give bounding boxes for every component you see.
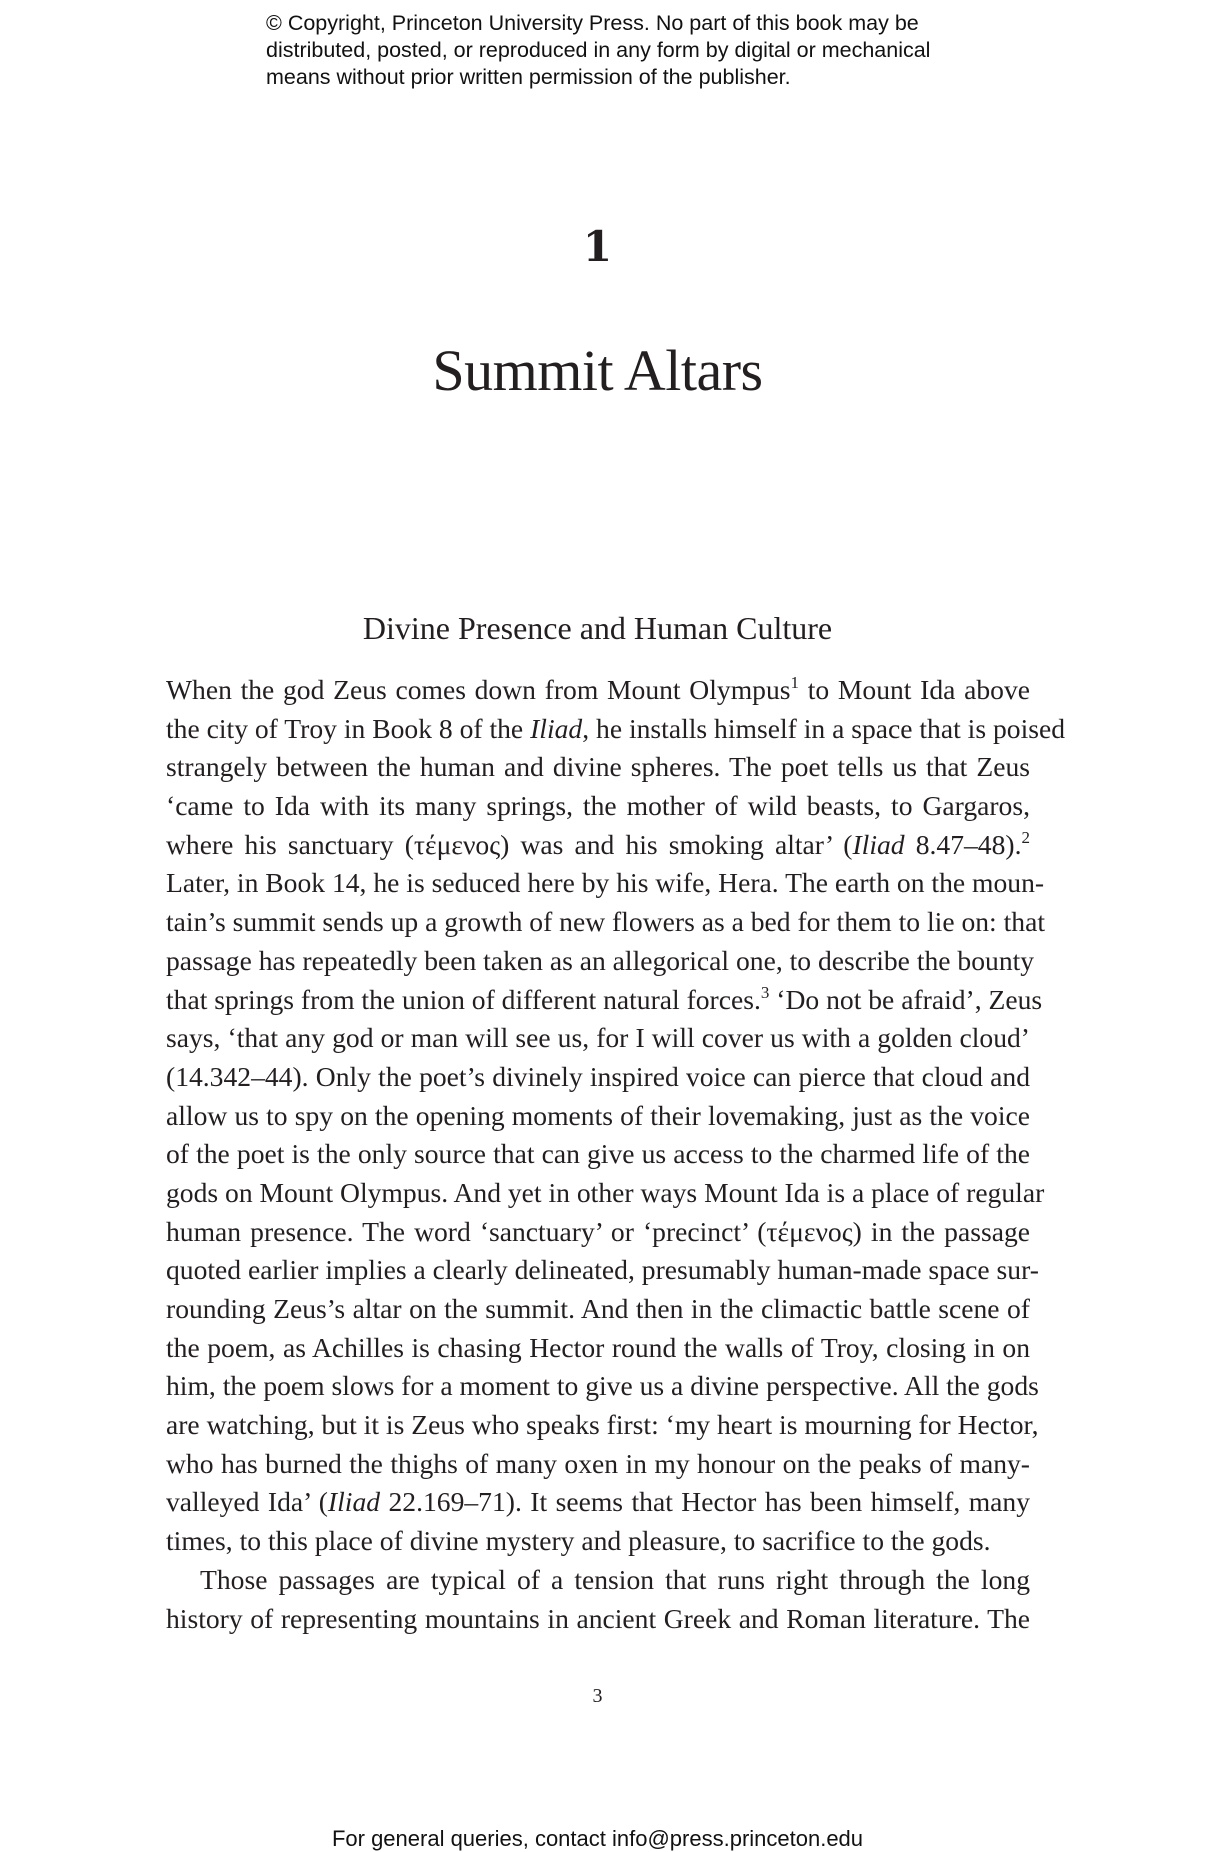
body-line: times, to this place of divine mystery and pleasure, to sacrifice to the gods. (166, 1525, 991, 1557)
body-line: of the poet is the only source that can give us access to the charmed life of the (166, 1138, 1030, 1170)
body-line: are watching, but it is Zeus who speaks first: ‘my heart is mourning for Hector, (166, 1409, 1039, 1441)
section-heading: Divine Presence and Human Culture (362, 610, 833, 646)
body-line: ‘came to Ida with its many springs, the mother of wild beasts, to Gargaros, (166, 790, 1030, 822)
body-line: says, ‘that any god or man will see us, for I will cover us with a golden cloud’ (166, 1022, 1030, 1054)
footer-contact: For general queries, contact info@press.princeton.edu (331, 1826, 864, 1851)
body-line: strangely between the human and divine spheres. The poet tells us that Zeus (166, 751, 1030, 783)
body-line: tain’s summit sends up a growth of new flowers as a bed for them to lie on: that (166, 906, 1045, 938)
copyright-line-1: © Copyright, Princeton University Press. No part of this book may be (266, 11, 919, 35)
body-line: where his sanctuary (τέμενος) was and his smoking altar’ (Iliad 8.47–48).$^2$ (166, 827, 1030, 860)
copyright-notice (266, 10, 986, 91)
body-line: rounding Zeus’s altar on the summit. And then in the climactic battle scene of (166, 1293, 1030, 1324)
body-line: history of representing mountains in ancient Greek and Roman literature. The (166, 1602, 1030, 1634)
chapter-title: Summit Altars (432, 338, 763, 403)
body-line: valleyed Ida’ (Iliad 22.169–71). It seems that Hector has been himself, many (166, 1486, 1030, 1518)
body-line: gods on Mount Olympus. And yet in other ways Mount Ida is a place of regular (166, 1176, 1045, 1208)
body-line: Later, in Book 14, he is seduced here by his wife, Hera. The earth on the moun- (166, 867, 1045, 899)
footnote-ref[interactable]: 2 (1021, 827, 1030, 847)
body-line: Those passages are typical of a tension that runs right through the long (200, 1563, 1030, 1595)
footnote-ref[interactable]: 1 (790, 673, 799, 692)
body-line: the city of Troy in Book 8 of the Iliad, he installs himself in a space that is poised (166, 712, 1066, 744)
body-line: who has burned the thighs of many oxen in my honour on the peaks of many- (166, 1447, 1030, 1479)
body-line: him, the poem slows for a moment to give us a divine perspective. All the gods (166, 1370, 1039, 1402)
chapter-number: 1 (582, 222, 613, 271)
copyright-line-2: distributed, posted, or reproduced in any form by digital or mechanical (266, 38, 931, 62)
body-line: passage has repeatedly been taken as an allegorical one, to describe the bounty (166, 944, 1035, 976)
body-line: allow us to spy on the opening moments of their lovemaking, just as the voice (166, 1099, 1030, 1131)
body-text (166, 671, 1066, 1638)
copyright-line-3: means without prior written permission of the publisher. (266, 65, 791, 89)
body-line: quoted earlier implies a clearly delineated, presumably human-made space sur- (166, 1254, 1039, 1286)
body-line: human presence. The word ‘sanctuary’ or ‘precinct’ (τέμενος) in the passage (166, 1215, 1030, 1247)
body-line: that springs from the union of different natural forces.$^3$ ‘Do not be afraid’, Zeus (166, 982, 1043, 1015)
page-number: 3 (592, 1685, 603, 1707)
body-line: the poem, as Achilles is chasing Hector round the walls of Troy, closing in on (166, 1331, 1030, 1363)
body-line: (14.342–44). Only the poet’s divinely inspired voice can pierce that cloud and (166, 1060, 1030, 1092)
body-line: When the god Zeus comes down from Mount Olympus$^1$ to Mount Ida above (166, 673, 1030, 705)
footnote-ref[interactable]: 3 (760, 982, 770, 1002)
